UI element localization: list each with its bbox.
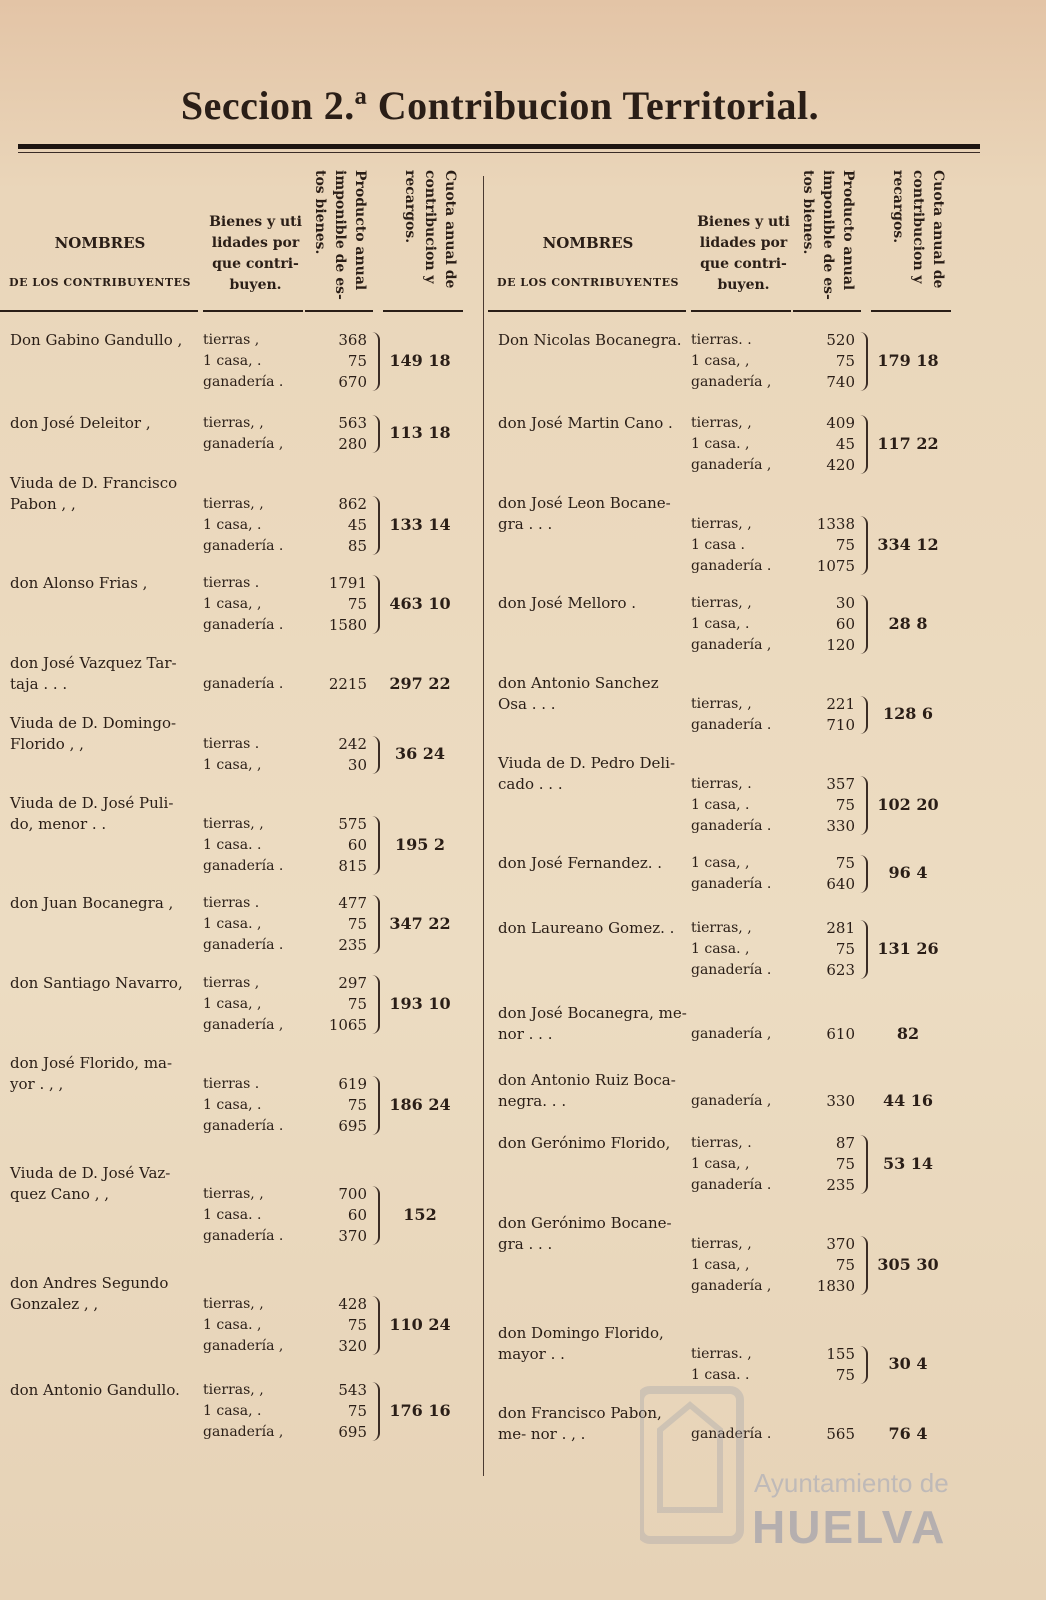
contributor-cuota: 110 24 <box>389 1314 451 1334</box>
contributor-name: don José Melloro . <box>498 594 637 612</box>
goods-item: ganadería . <box>203 617 284 633</box>
value-item: 75 <box>835 854 855 872</box>
contributor-goods <box>203 413 303 455</box>
contributor-values <box>305 413 367 455</box>
value-item: 368 <box>338 331 367 349</box>
goods-item: tierras, , <box>203 496 264 512</box>
goods-item: tierras, , <box>203 415 264 431</box>
contributor-goods <box>691 918 791 981</box>
value-item: 563 <box>338 414 367 432</box>
goods-item: ganadería . <box>203 676 284 692</box>
value-item: 619 <box>338 1075 367 1093</box>
goods-item: ganadería , <box>691 374 772 390</box>
header-producto: Producto anual imponible de es- tos bienes. <box>800 170 856 300</box>
contributor-values <box>793 918 855 981</box>
contributor-goods <box>203 1074 303 1137</box>
goods-item: tierras . <box>203 1076 260 1092</box>
contributor-goods <box>203 494 303 557</box>
header-cuota: Cuota anual de contribucion y recargos. <box>402 170 458 289</box>
goods-item: 1 casa, , <box>691 855 750 871</box>
value-item: 357 <box>826 775 855 793</box>
contributor-goods <box>203 1294 303 1357</box>
contributor-values <box>305 330 367 393</box>
contributor-goods <box>691 694 791 736</box>
value-brace <box>370 1076 380 1135</box>
contributor-cuota: 297 22 <box>389 673 451 693</box>
goods-item: tierras . <box>203 575 260 591</box>
contributor-name: don José Vazquez Tar- taja . . . <box>10 654 177 693</box>
contributor-goods <box>691 1091 791 1112</box>
contributor-name: don Antonio Sanchez Osa . . . <box>498 674 659 713</box>
contributor-cuota: 128 6 <box>882 704 934 723</box>
value-item: 221 <box>826 695 855 713</box>
goods-item: tierras, , <box>203 1296 264 1312</box>
header-underline <box>871 310 951 312</box>
value-item: 520 <box>826 331 855 349</box>
contributor-goods <box>203 814 303 877</box>
goods-item: 1 casa. . <box>691 1367 750 1383</box>
goods-item: ganadería , <box>691 637 772 653</box>
contributor-cuota: 82 <box>896 1023 920 1043</box>
goods-item: tierras, , <box>203 1382 264 1398</box>
goods-item: tierras, , <box>691 696 752 712</box>
contributor-values <box>793 853 855 895</box>
header-bienes: Bienes y uti lidades por que contri- buyen. <box>697 214 790 293</box>
contributor-goods <box>691 1133 791 1196</box>
value-item: 710 <box>826 716 855 734</box>
contributor-goods <box>691 413 791 476</box>
contributor-values <box>305 1074 367 1137</box>
value-item: 543 <box>338 1381 367 1399</box>
contributor-name: don José Fernandez. . <box>498 854 663 872</box>
contributor-values <box>305 734 367 776</box>
goods-item: 1 casa, , <box>691 353 750 369</box>
value-item: 75 <box>347 995 367 1013</box>
contributor-cuota: 113 18 <box>389 423 451 442</box>
goods-item: tierras, , <box>203 1186 264 1202</box>
value-brace <box>858 1135 868 1194</box>
contributor-cuota: 193 10 <box>389 993 451 1013</box>
contributor-name: don Alonso Frias , <box>10 574 148 592</box>
contributor-name: Viuda de D. Domingo- Florido , , <box>10 714 177 753</box>
contributor-goods <box>203 330 303 393</box>
goods-item: ganadería . <box>203 1228 284 1244</box>
goods-item: 1 casa, , <box>203 996 262 1012</box>
left-column <box>0 160 465 1441</box>
value-item: 320 <box>338 1337 367 1355</box>
value-brace <box>370 975 380 1034</box>
value-item: 1338 <box>816 515 855 533</box>
contributor-name: don Gerónimo Florido, <box>498 1134 671 1152</box>
goods-item: 1 casa. , <box>691 436 750 452</box>
table-header <box>488 160 953 315</box>
goods-item: ganadería , <box>203 1338 284 1354</box>
header-underline <box>383 310 463 312</box>
value-item: 75 <box>835 796 855 814</box>
header-underline <box>305 310 373 312</box>
contributor-goods <box>203 573 303 636</box>
contributor-name: don José Leon Bocane- gra . . . <box>498 494 671 533</box>
contributor-name: Viuda de D. José Vaz- quez Cano , , <box>10 1164 171 1203</box>
value-item: 242 <box>338 735 367 753</box>
goods-item: ganadería . <box>691 818 772 834</box>
value-brace <box>370 895 380 954</box>
goods-item: 1 casa, , <box>691 1156 750 1172</box>
goods-item: 1 casa, . <box>691 797 750 813</box>
contributor-cuota: 179 18 <box>877 350 939 370</box>
contributor-name: don Andres Segundo Gonzalez , , <box>10 1274 169 1313</box>
goods-item: ganadería , <box>691 1026 772 1042</box>
value-item: 75 <box>835 1366 855 1384</box>
header-bienes: Bienes y uti lidades por que contri- buyen. <box>209 214 302 293</box>
contributor-cuota: 36 24 <box>394 744 446 763</box>
goods-item: 1 casa. , <box>203 916 262 932</box>
value-brace <box>858 1236 868 1295</box>
goods-item: 1 casa. . <box>203 1207 262 1223</box>
value-item: 60 <box>347 1206 367 1224</box>
goods-item: tierras, , <box>691 595 752 611</box>
goods-item: tierras, . <box>691 776 752 792</box>
contributor-values <box>793 774 855 837</box>
goods-item: 1 casa, , <box>691 1257 750 1273</box>
goods-item: ganadería . <box>203 374 284 390</box>
contributor-values <box>793 514 855 577</box>
value-brace <box>858 776 868 835</box>
contributor-goods <box>691 593 791 656</box>
goods-item: tierras, , <box>691 1236 752 1252</box>
value-brace <box>370 1296 380 1355</box>
value-item: 75 <box>835 536 855 554</box>
contributor-name: don José Deleitor , <box>10 414 151 432</box>
watermark-line2: HUELVA <box>752 1501 947 1553</box>
value-item: 477 <box>338 894 367 912</box>
goods-item: ganadería , <box>203 1424 284 1440</box>
goods-item: ganadería . <box>203 858 284 874</box>
value-brace <box>858 332 868 391</box>
value-item: 695 <box>338 1423 367 1441</box>
contributor-cuota: 347 22 <box>389 913 451 933</box>
contributor-values <box>305 814 367 877</box>
goods-item: ganadería . <box>691 1426 772 1442</box>
value-item: 235 <box>338 936 367 954</box>
header-underline <box>488 310 686 312</box>
contributor-cuota: 176 16 <box>389 1400 451 1420</box>
value-item: 1075 <box>816 557 855 575</box>
value-item: 75 <box>835 1256 855 1274</box>
value-brace <box>370 736 380 774</box>
contributor-goods <box>691 1234 791 1297</box>
header-underline <box>203 310 303 312</box>
value-item: 1791 <box>328 574 367 592</box>
value-item: 370 <box>826 1235 855 1253</box>
contributor-cuota: 334 12 <box>877 534 939 554</box>
header-cuota: Cuota anual de contribucion y recargos. <box>890 170 946 289</box>
contributor-goods <box>203 1380 303 1443</box>
contributor-goods <box>691 514 791 577</box>
value-item: 409 <box>826 414 855 432</box>
goods-item: tierras, , <box>691 516 752 532</box>
goods-item: tierras, , <box>203 816 264 832</box>
value-item: 85 <box>347 537 367 555</box>
value-item: 75 <box>835 1155 855 1173</box>
contributor-values <box>793 330 855 393</box>
contributor-goods <box>691 853 791 895</box>
value-item: 75 <box>835 352 855 370</box>
goods-item: ganadería , <box>203 1017 284 1033</box>
contributor-goods <box>691 330 791 393</box>
contributor-values <box>305 674 367 695</box>
value-brace <box>370 816 380 875</box>
goods-item: ganadería . <box>691 717 772 733</box>
value-item: 370 <box>338 1227 367 1245</box>
contributor-cuota: 117 22 <box>877 433 939 453</box>
contributor-values <box>305 573 367 636</box>
header-nombres: NOMBRES <box>54 234 146 252</box>
value-item: 297 <box>338 974 367 992</box>
goods-item: 1 casa. , <box>691 941 750 957</box>
contributor-cuota: 152 <box>403 1204 437 1224</box>
value-item: 623 <box>826 961 855 979</box>
contributor-cuota: 195 2 <box>394 834 446 854</box>
contributor-cuota: 76 4 <box>888 1423 928 1443</box>
contributor-name: don José Bocanegra, me- nor . . . <box>498 1004 687 1043</box>
contributor-cuota: 463 10 <box>389 593 451 613</box>
goods-item: ganadería . <box>691 876 772 892</box>
goods-item: 1 casa, . <box>203 1403 262 1419</box>
contributor-goods <box>691 1024 791 1045</box>
value-brace <box>370 575 380 634</box>
goods-item: ganadería . <box>691 1177 772 1193</box>
goods-item: ganadería . <box>203 538 284 554</box>
contributor-cuota: 28 8 <box>888 613 928 633</box>
goods-item: 1 casa . <box>691 537 745 553</box>
contributor-values <box>305 1184 367 1247</box>
value-brace <box>858 595 868 654</box>
header-nombres-sub: DE LOS CONTRIBUYENTES <box>497 276 679 289</box>
goods-item: tierras, , <box>691 920 752 936</box>
contributor-cuota: 186 24 <box>389 1094 451 1114</box>
contributor-values <box>305 1380 367 1443</box>
contributor-name: don Antonio Gandullo. <box>10 1381 180 1399</box>
value-item: 575 <box>338 815 367 833</box>
contributor-values <box>793 1024 855 1045</box>
goods-item: 1 casa, , <box>203 757 262 773</box>
value-item: 281 <box>826 919 855 937</box>
goods-item: tierras, . <box>691 1135 752 1151</box>
contributor-name: Viuda de D. Francisco Pabon , , <box>10 474 178 513</box>
contributor-name: don Santiago Navarro, <box>10 974 183 992</box>
contributor-values <box>793 1234 855 1297</box>
contributor-cuota: 44 16 <box>882 1090 934 1110</box>
watermark-line1: Ayuntamiento de <box>754 1468 949 1498</box>
value-item: 330 <box>826 817 855 835</box>
value-item: 280 <box>338 435 367 453</box>
goods-item: tierras , <box>203 975 260 991</box>
contributor-name: Viuda de D. José Puli- do, menor . . <box>10 794 174 833</box>
contributor-goods <box>203 973 303 1036</box>
header-underline <box>0 310 198 312</box>
right-column <box>488 160 953 1443</box>
goods-item: 1 casa. , <box>203 1317 262 1333</box>
goods-item: ganadería , <box>203 436 284 452</box>
value-item: 428 <box>338 1295 367 1313</box>
contributor-name: don José Florido, ma- yor . , , <box>10 1054 173 1093</box>
goods-item: ganadería , <box>691 1093 772 1109</box>
header-producto: Producto anual imponible de es- tos bienes. <box>312 170 368 300</box>
value-item: 60 <box>835 615 855 633</box>
contributor-name: don Domingo Florido, mayor . . <box>498 1324 664 1363</box>
value-item: 75 <box>347 915 367 933</box>
value-item: 695 <box>338 1117 367 1135</box>
value-brace <box>858 516 868 575</box>
value-item: 420 <box>826 456 855 474</box>
value-brace <box>370 415 380 453</box>
goods-item: tierras. . <box>691 332 752 348</box>
goods-item: tierras . <box>203 895 260 911</box>
goods-item: 1 casa, . <box>691 616 750 632</box>
contributor-name: don Gerónimo Bocane- gra . . . <box>498 1214 672 1253</box>
contributor-cuota: 30 4 <box>888 1354 928 1373</box>
value-item: 740 <box>826 373 855 391</box>
header-underline <box>691 310 791 312</box>
contributor-cuota: 305 30 <box>877 1254 939 1274</box>
goods-item: 1 casa, . <box>203 353 262 369</box>
contributor-values <box>793 694 855 736</box>
value-item: 30 <box>835 594 855 612</box>
goods-item: ganadería , <box>691 1278 772 1294</box>
contributor-cuota: 53 14 <box>882 1153 934 1173</box>
goods-item: 1 casa. . <box>203 837 262 853</box>
contributor-values <box>305 973 367 1036</box>
value-item: 610 <box>826 1025 855 1043</box>
value-item: 815 <box>338 857 367 875</box>
contributor-values <box>305 494 367 557</box>
goods-item: tierras. , <box>691 1346 752 1362</box>
table-header <box>0 160 465 315</box>
value-item: 700 <box>338 1185 367 1203</box>
contributor-cuota: 102 20 <box>877 794 939 814</box>
contributor-values <box>793 1091 855 1112</box>
value-item: 670 <box>338 373 367 391</box>
value-item: 640 <box>826 875 855 893</box>
value-item: 30 <box>347 756 367 774</box>
contributor-cuota: 96 4 <box>888 863 928 882</box>
value-item: 330 <box>826 1092 855 1110</box>
contributor-name: Don Gabino Gandullo , <box>10 331 183 349</box>
value-item: 1580 <box>328 616 367 634</box>
contributor-goods <box>203 674 303 695</box>
contributor-goods <box>691 774 791 837</box>
value-item: 45 <box>347 516 367 534</box>
value-item: 75 <box>835 940 855 958</box>
value-item: 75 <box>347 1316 367 1334</box>
value-brace <box>858 415 868 474</box>
contributor-name: don Juan Bocanegra , <box>10 894 174 912</box>
value-item: 75 <box>347 1402 367 1420</box>
value-item: 75 <box>347 352 367 370</box>
value-brace <box>858 696 868 734</box>
column-divider <box>483 176 484 1476</box>
contributor-values <box>793 593 855 656</box>
goods-item: ganadería . <box>203 1118 284 1134</box>
value-item: 565 <box>826 1425 855 1443</box>
contributor-goods <box>203 893 303 956</box>
contributor-name: don Francisco Pabon, me- nor . , . <box>498 1404 662 1443</box>
value-item: 60 <box>347 836 367 854</box>
goods-item: ganadería . <box>203 937 284 953</box>
contributor-values <box>305 893 367 956</box>
contributor-name: Viuda de D. Pedro Deli- cado . . . <box>498 754 676 793</box>
contributor-values <box>305 1294 367 1357</box>
value-brace <box>370 1382 380 1441</box>
goods-item: 1 casa, , <box>203 596 262 612</box>
header-nombres-sub: DE LOS CONTRIBUYENTES <box>9 276 191 289</box>
goods-item: tierras, , <box>691 415 752 431</box>
contributor-name: don Antonio Ruiz Boca- negra. . . <box>498 1071 676 1110</box>
contributor-cuota: 133 14 <box>389 514 451 534</box>
goods-item: ganadería , <box>691 457 772 473</box>
header-nombres: NOMBRES <box>542 234 634 252</box>
goods-item: 1 casa, . <box>203 1097 262 1113</box>
contributor-name: don Laureano Gomez. . <box>498 919 675 937</box>
title-rule <box>18 144 980 149</box>
header-underline <box>793 310 861 312</box>
value-item: 87 <box>835 1134 855 1152</box>
value-brace <box>370 496 380 555</box>
goods-item: ganadería . <box>691 558 772 574</box>
value-item: 235 <box>826 1176 855 1194</box>
value-item: 75 <box>347 595 367 613</box>
value-item: 155 <box>826 1345 855 1363</box>
contributor-name: Don Nicolas Bocanegra. <box>498 331 682 349</box>
contributor-values <box>793 1133 855 1196</box>
contributor-name: don José Martin Cano . <box>498 414 673 432</box>
value-item: 120 <box>826 636 855 654</box>
contributor-cuota: 149 18 <box>389 350 451 370</box>
goods-item: tierras , <box>203 332 260 348</box>
value-item: 862 <box>338 495 367 513</box>
contributor-goods <box>203 734 303 776</box>
goods-item: 1 casa, . <box>203 517 262 533</box>
value-item: 45 <box>835 435 855 453</box>
contributor-goods <box>203 1184 303 1247</box>
goods-item: ganadería . <box>691 962 772 978</box>
value-brace <box>858 920 868 979</box>
contributor-cuota: 131 26 <box>877 938 939 958</box>
contributor-values <box>793 413 855 476</box>
value-brace <box>858 855 868 893</box>
goods-item: tierras . <box>203 736 260 752</box>
title-rule-thin <box>18 152 980 153</box>
value-item: 75 <box>347 1096 367 1114</box>
value-brace <box>370 1186 380 1245</box>
value-item: 1830 <box>816 1277 855 1295</box>
value-brace <box>370 332 380 391</box>
value-item: 2215 <box>328 675 367 693</box>
value-item: 1065 <box>328 1016 367 1034</box>
page-title: Seccion 2.ª Contribucion Territorial. <box>180 83 820 128</box>
